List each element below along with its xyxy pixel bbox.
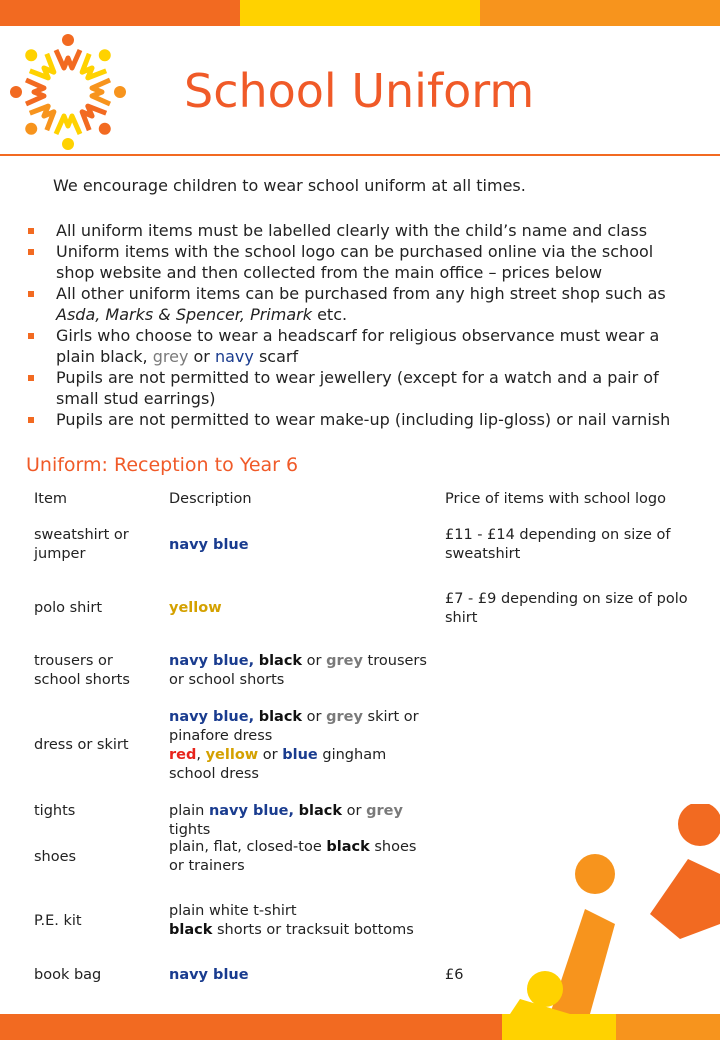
rule-item: Uniform items with the school logo can be purchased online via the school shop website and then collected from the main office – prices below (26, 241, 696, 283)
rule-item: All other uniform items can be purchased from any high street shop such as Asda, Marks & Spencer, Primark etc. (26, 283, 696, 325)
bottom-stripe-orange (0, 1014, 502, 1040)
header-price: Price of items with school logo (445, 491, 666, 507)
bullet-icon (28, 249, 34, 255)
intro-text: We encourage children to wear school uniform at all times. (53, 176, 526, 195)
rule-item: All uniform items must be labelled clearly with the child’s name and class (26, 220, 696, 241)
school-logo (8, 32, 128, 152)
uniform-rules-list (26, 220, 696, 430)
bullet-icon (28, 228, 34, 234)
top-stripe-orange (0, 0, 240, 26)
header-divider (0, 154, 720, 156)
rule-item: Pupils are not permitted to wear make-up (including lip-gloss) or nail varnish (26, 409, 696, 430)
top-stripe-yellow (240, 0, 480, 26)
bottom-stripe-yellow (502, 1014, 616, 1040)
header-description: Description (169, 491, 252, 507)
section-title: Uniform: Reception to Year 6 (26, 454, 299, 476)
bullet-icon (28, 417, 34, 423)
bullet-icon (28, 375, 34, 381)
header-item: Item (34, 491, 68, 507)
top-stripe-amber (480, 0, 720, 26)
bullet-icon (28, 291, 34, 297)
page-title: School Uniform (184, 64, 535, 118)
rule-item: Pupils are not permitted to wear jewellery (except for a watch and a pair of small stud earrings) (26, 367, 696, 409)
bullet-icon (28, 333, 34, 339)
bottom-stripe-amber (616, 1014, 720, 1040)
rule-item: Girls who choose to wear a headscarf for religious observance must wear a plain black, grey or navy scarf (26, 325, 696, 367)
